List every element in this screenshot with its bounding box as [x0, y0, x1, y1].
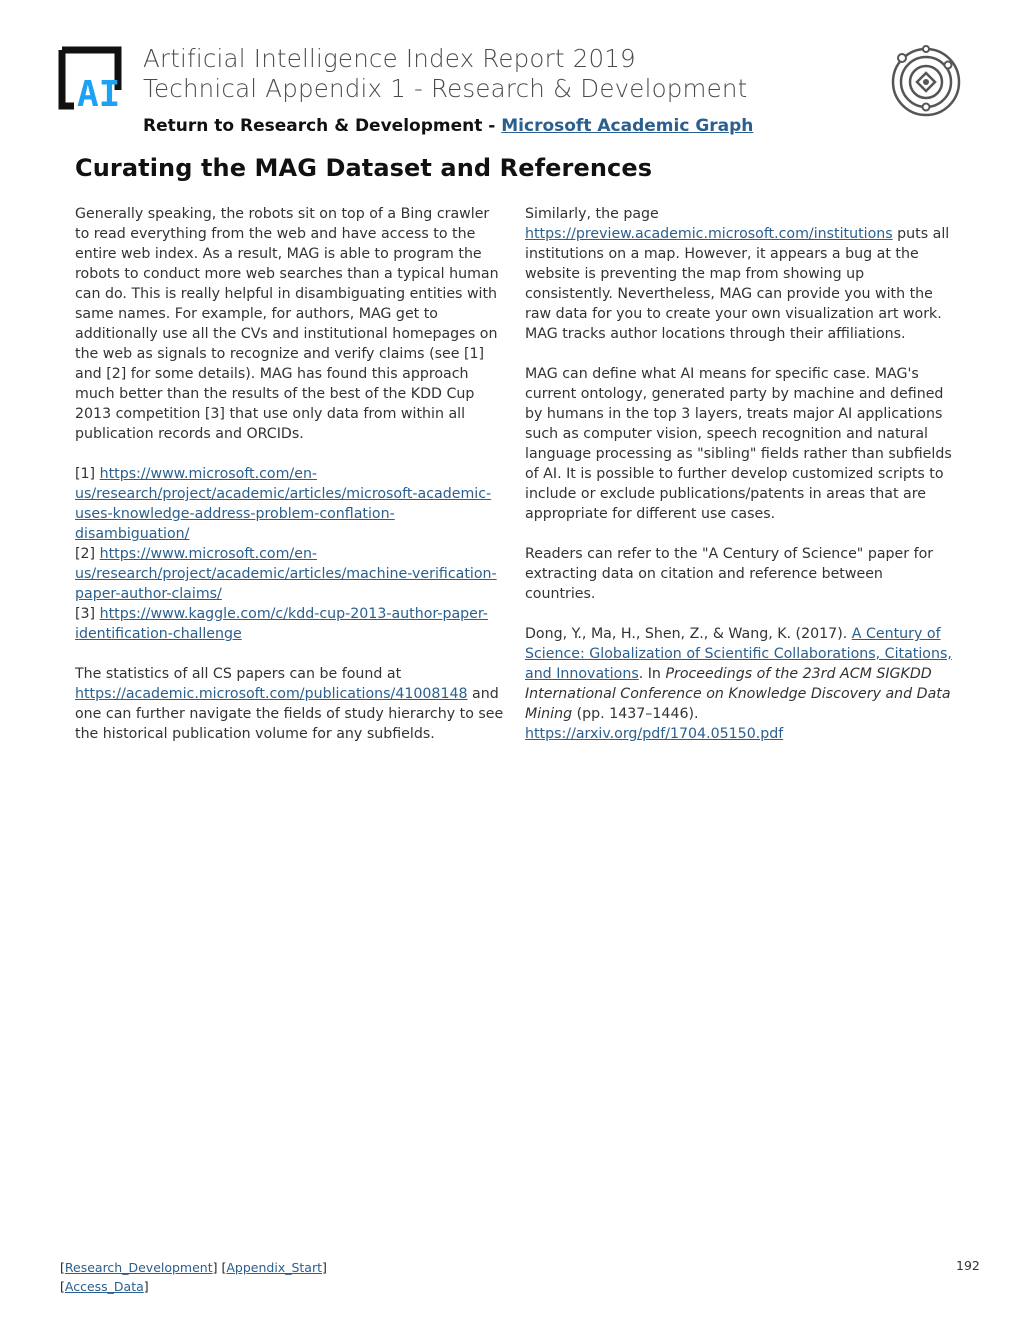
footer-appendix-start-link[interactable]: Appendix_Start — [226, 1260, 322, 1275]
institutions-link[interactable]: https://preview.academic.microsoft.com/institutions — [525, 226, 893, 242]
right-column — [525, 204, 955, 764]
citation-venue: Proceedings of the 23rd ACM SIGKDD International Conference on Knowledge Discovery and Data Mining — [525, 666, 951, 722]
report-title-line1: Artificial Intelligence Index Report 2019 — [143, 44, 636, 73]
section-title: Curating the MAG Dataset and References — [75, 154, 653, 182]
century-of-science-link[interactable]: A Century of Science: Globalization of Scientific Collaborations, Citations, and Innovations — [525, 626, 952, 682]
reference-2-link[interactable]: https://www.microsoft.com/en-us/research/project/academic/articles/machine-verification-paper-author-claims/ — [75, 546, 497, 602]
century-of-science-paragraph: Readers can refer to the "A Century of Science" paper for extracting data on citation and reference between countries. — [525, 546, 934, 602]
orbit-icon — [888, 44, 964, 120]
reference-3: [3] https://www.kaggle.com/c/kdd-cup-2013-author-paper-identification-challenge — [75, 606, 488, 642]
reference-1-link[interactable]: https://www.microsoft.com/en-us/research/project/academic/articles/microsoft-academic-uses-knowledge-address-problem-conflation-disambiguation/ — [75, 466, 492, 542]
references-list — [75, 464, 505, 644]
footer-access-data-link[interactable]: Access_Data — [64, 1279, 144, 1294]
reference-2: [2] https://www.microsoft.com/en-us/research/project/academic/articles/machine-verification-paper-author-claims/ — [75, 546, 497, 602]
ai-index-logo — [58, 46, 130, 110]
cs-publications-link[interactable]: https://academic.microsoft.com/publications/41008148 — [75, 686, 468, 702]
return-prefix: Return to Research & Development - — [143, 116, 502, 136]
reference-3-link[interactable]: https://www.kaggle.com/c/kdd-cup-2013-author-paper-identification-challenge — [75, 606, 488, 642]
page-number: 192 — [956, 1258, 980, 1273]
mag-disambiguation-paragraph: Generally speaking, the robots sit on top of a Bing crawler to read everything from the web and have access to the entire web index. As a result, MAG is able to program the robots to conduct more web searches than a typical human can do. This is really helpful in disambiguating entities with same names. For example, for authors, MAG get to additionally use all the CVs and institutional homepages on the web as signals to recognize and verify claims (see [1] and [2] for some details). MAG has found this approach much better than the results of the best of the KDD Cup 2013 competition [3] that use only data from within all publication records and ORCIDs. — [75, 206, 499, 442]
report-title — [143, 44, 747, 104]
footer-navigation: [Research_Development] [Appendix_Start] [Access_Data] — [60, 1260, 327, 1294]
arxiv-pdf-link[interactable]: https://arxiv.org/pdf/1704.05150.pdf — [525, 726, 784, 742]
institutions-map-paragraph: Similarly, the page https://preview.academic.microsoft.com/institutions puts all institutions on a map. However, it appears a bug at the website is preventing the map from showing up consistently. Nevertheless, MAG can provide you with the raw data for you to create your own visualization art work. MAG tracks author locations through their affiliations. — [525, 206, 950, 342]
reference-1: [1] https://www.microsoft.com/en-us/research/project/academic/articles/microsoft-academic-uses-knowledge-address-problem-conflation-disambiguation/ — [75, 466, 492, 542]
svg-text:AI: AI — [77, 74, 121, 110]
cs-statistics-paragraph: The statistics of all CS papers can be found at https://academic.microsoft.com/publications/41008148 and one can further navigate the fields of study hierarchy to see the historical publication volume for any subfields. — [75, 666, 504, 742]
report-title-line2: Technical Appendix 1 - Research & Development — [143, 74, 748, 103]
left-column — [75, 204, 505, 764]
microsoft-academic-graph-link[interactable]: Microsoft Academic Graph — [501, 116, 754, 136]
footer-research-development-link[interactable]: Research_Development — [64, 1260, 213, 1275]
return-navigation — [143, 116, 753, 136]
citation: Dong, Y., Ma, H., Shen, Z., & Wang, K. (2017). A Century of Science: Globalization of Scientific Collaborations, Citations, and Innovations. In Proceedings of the 23rd ACM SIGKDD International Conference on Knowledge Discovery and Data Mining (pp. 1437–1446). https://arxiv.org/pdf/1704.05150.pdf — [525, 626, 952, 742]
ai-definition-paragraph: MAG can define what AI means for specific case. MAG's current ontology, generated party by machine and defined by humans in the top 3 layers, treats major AI applications such as computer vision, speech recognition and natural language processing as "sibling" fields rather than subfields of AI. It is possible to further develop customized scripts to include or exclude publications/patents in areas that are appropriate for different use cases. — [525, 366, 952, 522]
